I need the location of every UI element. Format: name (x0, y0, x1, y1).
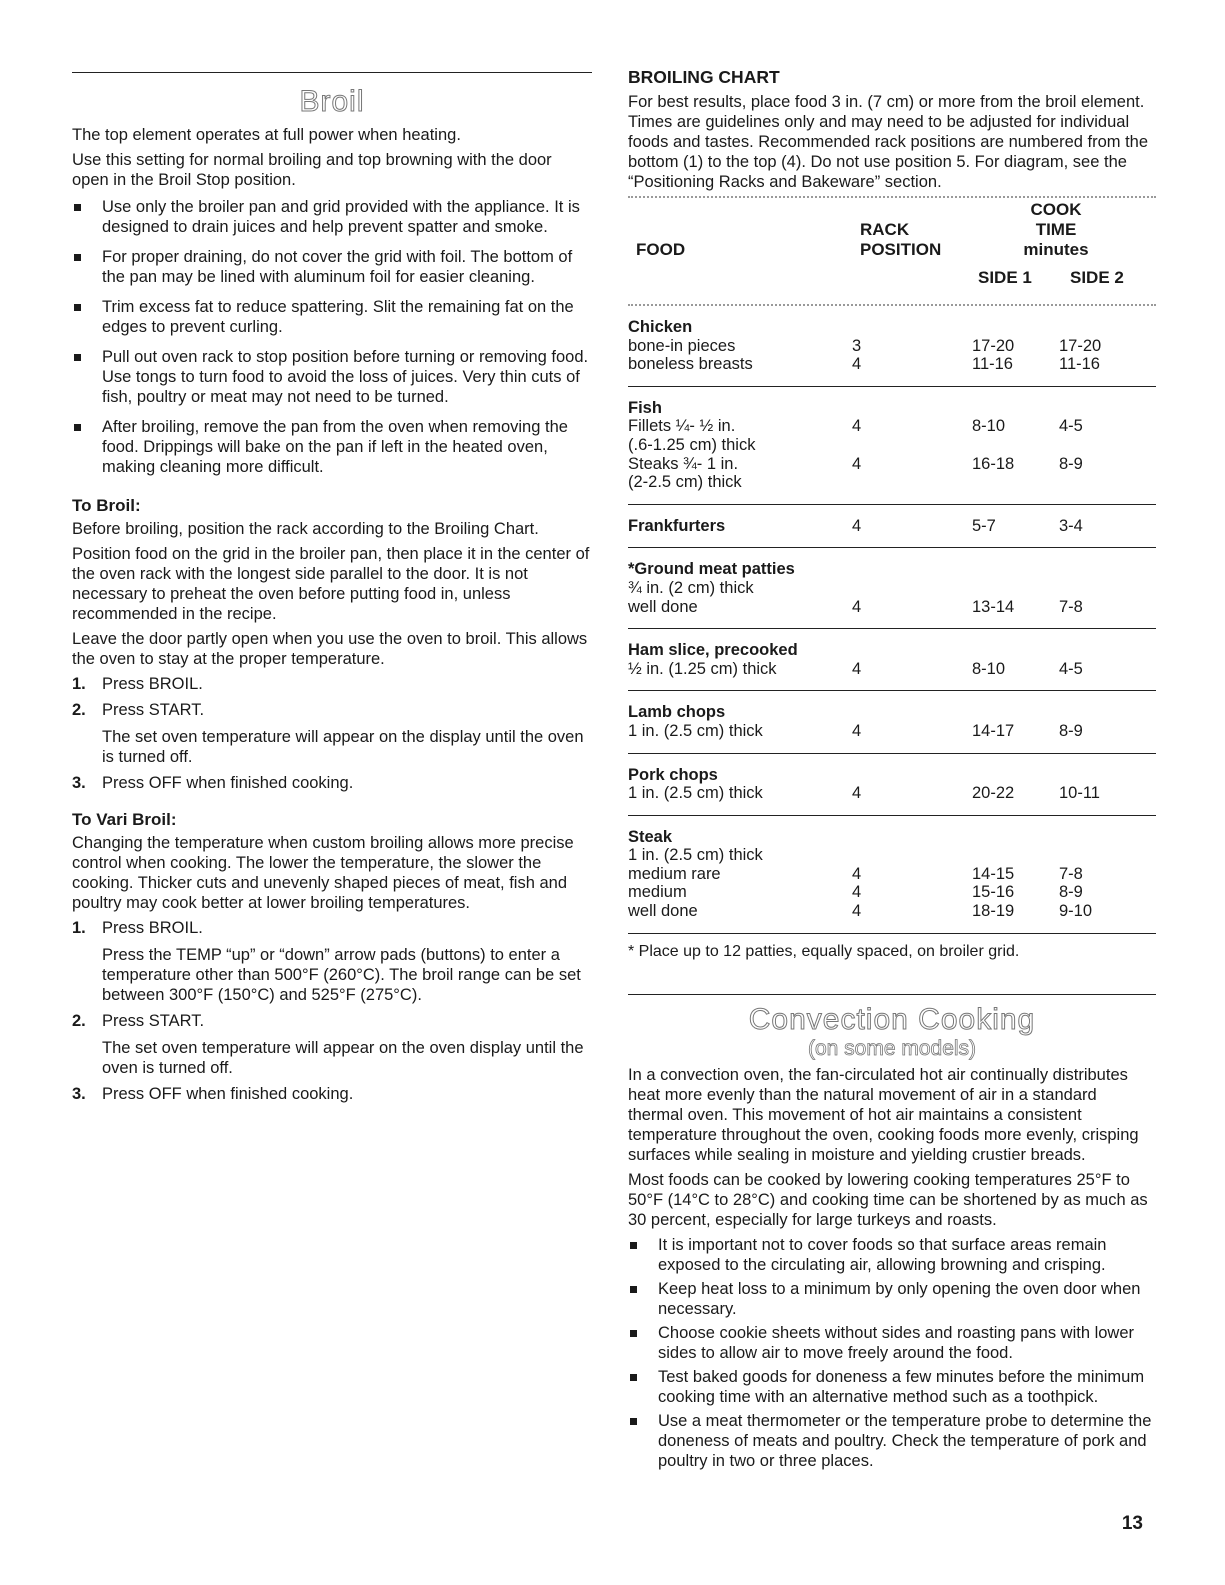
food-cell: Chicken (628, 318, 693, 336)
to-broil-steps (72, 674, 592, 793)
header-time: TIME (1035, 220, 1077, 239)
table-group-header-row (628, 815, 1156, 846)
food-cell: boneless breasts (628, 355, 852, 386)
side2-cell: 10-11 (1059, 784, 1156, 815)
food-cell: *Ground meat patties (628, 560, 795, 579)
broiling-table-body (628, 306, 1156, 933)
header-side2: SIDE 2 (1070, 268, 1124, 287)
side2-cell (1059, 436, 1156, 455)
side2-cell: 11-16 (1059, 355, 1156, 386)
food-cell: Pork chops (628, 765, 718, 784)
top-rule (72, 72, 592, 73)
food-cell: (.6-1.25 cm) thick (628, 435, 756, 454)
food-cell: (2-2.5 cm) thick (628, 473, 852, 504)
side2-cell: 8-9 (1059, 883, 1083, 902)
table-group-header-row (628, 548, 1156, 579)
convection-paragraph: Most foods can be cooked by lowering cooking temperatures 25°F to 50°F (14°C to 28°C) and cooking time can be shortened by as much as 30 percent, especially for large turkeys and roasts. (628, 1170, 1148, 1229)
food-cell: Fish (628, 398, 662, 417)
rack-cell (852, 436, 972, 455)
side1-cell: 14-17 (972, 722, 1059, 753)
side1-cell: 15-16 (972, 883, 1015, 902)
list-item: Test baked goods for doneness a few minutes before the minimum cooking time with an alternative method such as a toothpick. (628, 1367, 1156, 1407)
table-row (628, 784, 1156, 815)
food-cell: Steak (628, 827, 673, 846)
header-side1: SIDE 1 (978, 268, 1032, 287)
side1-cell: 8-10 (972, 660, 1059, 691)
list-item: Use a meat thermometer or the temperature probe to determine the doneness of meats and poultry. Check the temperature of pork and poultry in two or three places. (628, 1411, 1156, 1471)
side2-cell: 7-8 (1059, 864, 1083, 883)
bullet-icon (74, 424, 81, 431)
rack-cell: 4 (852, 902, 972, 933)
to-vari-broil-steps (72, 918, 592, 1104)
list-item: Trim excess fat to reduce spattering. Slit the remaining fat on the edges to prevent curling. (72, 297, 592, 337)
list-item: After broiling, remove the pan from the oven when removing the food. Drippings will bake on the pan if left in the heated oven, making cleaning more difficult. (72, 417, 592, 477)
broil-title: Broil (299, 85, 365, 118)
convection-title: Convection Cooking (748, 1002, 1036, 1036)
bullet-icon (74, 304, 81, 311)
side1-cell: 14-15 (972, 864, 1015, 883)
list-item: Use only the broiler pan and grid provided with the appliance. It is designed to drain juices and help prevent spatter and smoke. (72, 197, 592, 237)
table-group-header-row (628, 629, 1156, 660)
rack-cell (852, 579, 972, 598)
table-row (628, 660, 1156, 691)
convection-header (628, 1003, 1156, 1061)
rack-cell (852, 815, 972, 846)
table-row (628, 579, 1156, 598)
to-vari-broil-heading: To Vari Broil: (72, 810, 177, 829)
side2-cell (1059, 386, 1156, 417)
side2-cell: 8-9 (1059, 722, 1156, 753)
side1-cell: 18-19 (972, 902, 1059, 933)
chart-footnote: * Place up to 12 patties, equally spaced, on broiler grid. (628, 942, 1020, 960)
rack-cell: 4 (852, 722, 972, 753)
table-group-header-row (628, 691, 1156, 722)
header-minutes: minutes (1023, 240, 1089, 259)
rack-cell: 4 (852, 454, 862, 473)
header-position: POSITION (860, 240, 942, 259)
list-item: Pull out oven rack to stop position before turning or removing food. Use tongs to turn food to avoid the loss of juices. Very thin cuts of fish, poultry or meat may not need to be turned. (72, 347, 592, 407)
side2-cell (1059, 548, 1156, 579)
food-cell: well done (628, 598, 852, 629)
side1-cell (972, 473, 1059, 504)
table-row (628, 436, 1156, 455)
to-vari-broil-paragraph: Changing the temperature when custom broiling allows more precise control when cooking. The lower the temperature, the slower the cooking. Thicker cuts and unevenly shaped pieces of meat, fish and poultry may cook better at lower broiling temperatures. (72, 834, 574, 912)
list-item: It is important not to cover foods so that surface areas remain exposed to the circulating air, allowing browning and crisping. (628, 1235, 1156, 1275)
side2-cell (1059, 473, 1156, 504)
step-item: 1. Press BROIL. (72, 675, 203, 693)
side2-cell: 3-4 (1059, 504, 1156, 548)
side1-cell (972, 629, 1059, 660)
side2-cell: 7-8 (1059, 598, 1156, 629)
broil-tips-list (72, 197, 592, 477)
table-row (628, 337, 1156, 356)
rack-cell: 4 (852, 784, 972, 815)
food-cell: 1 in. (2.5 cm) thick (628, 722, 852, 753)
food-cell: 1 in. (2.5 cm) thick (628, 784, 852, 815)
side1-cell (972, 386, 1059, 417)
table-row (628, 473, 1156, 504)
food-cell: Frankfurters (628, 504, 852, 548)
food-cell: Ham slice, precooked (628, 641, 798, 660)
food-cell: Lamb chops (628, 703, 726, 722)
side2-cell: 4-5 (1059, 660, 1156, 691)
rack-cell (852, 548, 972, 579)
rack-cell: 3 (852, 336, 862, 355)
table-row (628, 722, 1156, 753)
header-food: FOOD (636, 240, 686, 259)
table-row (628, 865, 1156, 884)
side1-cell: 20-22 (972, 784, 1059, 815)
step-item: 3. Press OFF when finished cooking. (72, 1085, 354, 1103)
broil-section (72, 72, 592, 1110)
side2-cell (1059, 306, 1156, 337)
side1-cell (972, 753, 1059, 784)
table-group-header-row (628, 306, 1156, 337)
page-number: 13 (1121, 1513, 1143, 1534)
convection-divider (628, 994, 1156, 995)
side2-cell (1059, 691, 1156, 722)
bullet-icon (630, 1242, 637, 1249)
side1-cell: 16-18 (972, 454, 1015, 473)
side1-cell: 17-20 (972, 336, 1015, 355)
broil-intro-1: The top element operates at full power when heating. (72, 126, 461, 144)
table-group-header-row (628, 386, 1156, 417)
to-broil-paragraph: Position food on the grid in the broiler pan, then place it in the center of the oven rack with the longest side parallel to the door. It is not necessary to preheat the oven before putting food in, unless recommended in the recipe. (72, 545, 590, 623)
side1-cell (972, 306, 1059, 337)
side1-cell: 13-14 (972, 598, 1059, 629)
bullet-icon (630, 1286, 637, 1293)
bullet-icon (630, 1418, 637, 1425)
broiling-chart-section (628, 66, 1156, 1475)
food-cell: 1 in. (2.5 cm) thick (628, 846, 763, 865)
step-item: 1. Press BROIL. Press the TEMP “up” or “down” arrow pads (buttons) to enter a temperature other than 500°F (260°C). The broil range can be set between 300°F (150°C) and 525°F (275°C). (72, 918, 592, 1005)
side2-cell: 8-9 (1059, 454, 1083, 473)
food-cell: medium (628, 883, 687, 902)
side1-cell (972, 691, 1059, 722)
rack-cell: 4 (852, 660, 972, 691)
side1-cell (972, 815, 1059, 846)
header-rack: RACK (860, 220, 910, 239)
chart-intro: For best results, place food 3 in. (7 cm) or more from the broil element. Times are guidelines only and may need to be adjusted for individual foods and tastes. Recommended rack positions are numbered from the bottom (1) to the top (4). Do not use position 5. For diagram, see the “Positioning Racks and Bakeware” section. (628, 93, 1149, 191)
list-item: Keep heat loss to a minimum by only opening the oven door when necessary. (628, 1279, 1156, 1319)
chart-title: BROILING CHART (628, 67, 780, 87)
header-cook: COOK (1030, 200, 1082, 219)
convection-tips-list (628, 1235, 1156, 1471)
step-note: Press the TEMP “up” or “down” arrow pads (buttons) to enter a temperature other than 500°F (260°C). The broil range can be set between 300°F (150°C) and 525°F (275°C). (102, 946, 581, 1004)
to-broil-paragraph: Leave the door partly open when you use the oven to broil. This allows the oven to stay at the proper temperature. (72, 630, 588, 668)
step-note: The set oven temperature will appear on the oven display until the oven is turned off. (102, 1039, 584, 1077)
table-row (628, 846, 1156, 865)
to-broil-heading: To Broil: (72, 496, 141, 515)
food-cell: Steaks ¾- 1 in. (628, 454, 739, 473)
bullet-icon (74, 354, 81, 361)
table-row (628, 902, 1156, 933)
side2-cell (1059, 629, 1156, 660)
convection-paragraph: In a convection oven, the fan-circulated hot air continually distributes heat more evenly than the natural movement of air in a standard thermal oven. This movement of hot air maintains a consistent temperature throughout the oven, cooking foods more evenly, crisping surfaces while sealing in moisture and yielding crustier breads. (628, 1065, 1139, 1164)
rack-cell (852, 753, 972, 784)
side2-cell (1059, 815, 1156, 846)
side1-cell: 8-10 (972, 417, 1006, 436)
table-row (628, 504, 1156, 548)
table-row (628, 355, 1156, 386)
rack-cell: 4 (852, 417, 862, 436)
food-cell: Fillets ¼- ½ in. (628, 417, 736, 436)
side2-cell (1059, 753, 1156, 784)
food-cell: well done (628, 902, 852, 933)
rack-cell: 4 (852, 598, 972, 629)
table-row (628, 455, 1156, 474)
bullet-icon (630, 1330, 637, 1337)
side2-cell: 9-10 (1059, 902, 1156, 933)
rack-cell (852, 386, 972, 417)
rack-cell: 4 (852, 883, 862, 902)
table-group-header-row (628, 753, 1156, 784)
broil-intro-2: Use this setting for normal broiling and top browning with the door open in the Broil Stop position. (72, 151, 552, 189)
side1-cell (972, 436, 1059, 455)
broiling-table (628, 306, 1156, 934)
side2-cell: 17-20 (1059, 336, 1102, 355)
food-cell: ½ in. (1.25 cm) thick (628, 660, 852, 691)
bullet-icon (630, 1374, 637, 1381)
table-row (628, 598, 1156, 629)
rack-cell (852, 691, 972, 722)
side2-cell (1059, 579, 1156, 598)
step-item: 2. Press START. The set oven temperature will appear on the oven display until the oven is turned off. (72, 1011, 592, 1078)
rack-cell (852, 629, 972, 660)
table-row (628, 417, 1156, 436)
table-row (628, 883, 1156, 902)
side1-cell (972, 579, 1059, 598)
convection-subtitle: (on some models) (807, 1036, 977, 1060)
list-item: For proper draining, do not cover the grid with foil. The bottom of the pan may be lined with aluminum foil for easier cleaning. (72, 247, 592, 287)
food-cell: ¾ in. (2 cm) thick (628, 578, 754, 597)
rack-cell: 4 (852, 504, 972, 548)
rack-cell (852, 306, 972, 337)
list-item: Choose cookie sheets without sides and roasting pans with lower sides to allow air to move freely around the food. (628, 1323, 1156, 1363)
food-cell: bone-in pieces (628, 336, 736, 355)
rack-cell (852, 846, 972, 865)
side1-cell: 5-7 (972, 504, 1059, 548)
chart-header (628, 198, 1156, 304)
step-item: 2. Press START. The set oven temperature will appear on the display until the oven is turned off. (72, 700, 592, 767)
to-broil-paragraph: Before broiling, position the rack according to the Broiling Chart. (72, 520, 539, 538)
rack-cell (852, 473, 972, 504)
side1-cell (972, 846, 1059, 865)
side1-cell: 11-16 (972, 355, 1059, 386)
step-item: 3. Press OFF when finished cooking. (72, 774, 354, 792)
side1-cell (972, 548, 1059, 579)
rack-cell: 4 (852, 355, 972, 386)
bullet-icon (74, 204, 81, 211)
side2-cell (1059, 846, 1156, 865)
food-cell: medium rare (628, 864, 721, 883)
side2-cell: 4-5 (1059, 417, 1083, 436)
rack-cell: 4 (852, 864, 862, 883)
bullet-icon (74, 254, 81, 261)
step-note: The set oven temperature will appear on the display until the oven is turned off. (102, 728, 584, 766)
